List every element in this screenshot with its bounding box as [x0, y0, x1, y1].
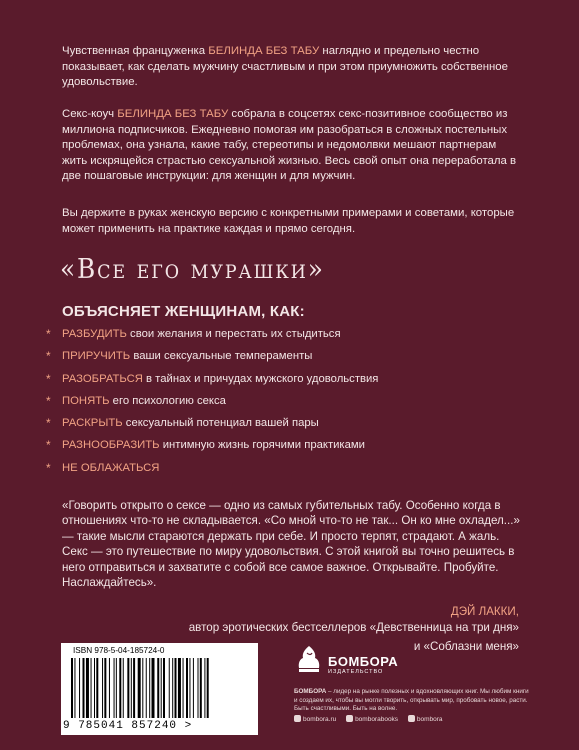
list-item: [46, 461, 516, 483]
quote-author-credit-1: автор эротических бестселлеров «Девственница на три дня»: [188, 621, 519, 634]
isbn-number: ISBN 978-5-04-185724-0: [73, 646, 165, 655]
bullet-text: интимную жизнь горячими практиками: [159, 439, 365, 452]
barcode-bar: [152, 658, 155, 718]
telegram-link[interactable]: bombora: [416, 716, 443, 723]
bullet-keyword: ПРИРУЧИТЬ: [62, 350, 131, 363]
barcode-bar: [200, 658, 202, 718]
intro-paragraph-2: [62, 107, 524, 185]
intro-text: Чувственная француженка: [62, 45, 209, 57]
star-icon: *: [46, 371, 51, 386]
barcode-bar: [149, 658, 150, 718]
barcode-bar: [79, 658, 80, 718]
bullet-keyword: РАЗОБРАТЬСЯ: [62, 372, 143, 385]
isbn-barcode: [61, 643, 258, 735]
list-item: [46, 438, 516, 460]
publisher-desc-brand: БОМБОРА: [294, 688, 327, 695]
barcode-bar: [189, 658, 190, 718]
barcode-bar: [142, 658, 143, 718]
star-icon: *: [46, 327, 51, 341]
bullet-keyword: НЕ ОБЛАЖАТЬСЯ: [62, 461, 160, 474]
website-link[interactable]: bombora.ru: [303, 716, 337, 723]
barcode-bar: [86, 658, 89, 718]
bullet-text: сексуальный потенциал вашей пары: [122, 417, 319, 430]
barcode-bar: [169, 658, 170, 718]
star-icon: *: [46, 349, 51, 364]
barcode-bar: [175, 658, 177, 718]
barcode-bar: [163, 658, 165, 718]
barcode-bar: [102, 658, 103, 718]
star-icon: *: [46, 416, 51, 431]
review-quote: [62, 498, 522, 590]
bombora-logo-icon: [294, 644, 324, 674]
quote-paragraph-2: Секс — это путешествие по миру удовольствия. С этой книгой вы точно решитесь в него отправиться и захватите с собой все самое важное. Открывайте. Пробуйте. Наслаждайтесь».: [62, 545, 515, 590]
star-icon: *: [46, 393, 51, 408]
barcode-bar: [119, 658, 121, 718]
book-title: «Все его мурашки»: [60, 254, 325, 285]
barcode-bar: [94, 658, 95, 718]
intro-text: Секс-коуч: [62, 108, 118, 120]
vk-link[interactable]: bomborabooks: [355, 716, 399, 723]
barcode-bar: [178, 658, 181, 718]
barcode-bar: [114, 658, 115, 718]
list-item: [46, 327, 516, 349]
barcode-bar: [161, 658, 162, 718]
author-name: БЕЛИНДА БЕЗ ТАБУ: [208, 45, 320, 57]
publisher-desc-text: – лидер на рынке полезных и вдохновляющих книг. Мы любим книги и создаем их, чтобы вы могли творить, открывать мир, пробовать новое, расти. Быть счастливыми. Быть на волне.: [294, 688, 529, 712]
barcode-bar: [207, 658, 209, 718]
barcode-bar: [172, 658, 173, 718]
publisher-subtitle: ИЗДАТЕЛЬСТВО: [328, 669, 384, 675]
barcode-bar: [123, 658, 124, 718]
publisher-links: [294, 715, 443, 723]
list-item: [46, 394, 516, 416]
barcode-bar: [131, 658, 132, 718]
barcode-bar: [96, 658, 98, 718]
star-icon: *: [46, 460, 51, 475]
list-item: [46, 372, 516, 394]
barcode-bar: [127, 658, 129, 718]
intro-text: собрала в соцсетях секс-позитивное сообщество из миллиона подписчиков. Ежедневно помогая им разобраться в сложных постельных проблемах, она узнала, какие табу, стереотипы и недомолвки мешают партнерам жить искрящейся страстью сексуальной жизнью. Весь свой опыт она переработала в две пошаговые инструкции: для женщин и для мужчин.: [62, 108, 517, 183]
intro-text: наглядно и предельно честно показывает, как сделать мужчину счастливым и при этом приумножить собственное удовольствие.: [62, 45, 508, 89]
barcode-bar: [83, 658, 85, 718]
star-icon: *: [46, 438, 51, 453]
bullet-keyword: РАЗНООБРАЗИТЬ: [62, 439, 160, 452]
bullet-text: ваши сексуальные темпераменты: [130, 350, 313, 363]
web-icon: [294, 715, 301, 722]
barcode-bars: [71, 658, 249, 718]
barcode-bar: [91, 658, 92, 718]
bullet-text: в тайнах и причудах мужского удовольствия: [142, 372, 379, 385]
bullet-keyword: ПОНЯТЬ: [62, 394, 110, 407]
bullet-keyword: РАСКРЫТЬ: [62, 417, 123, 430]
intro-paragraph-3: Вы держите в руках женскую версию с конкретными примерами и советами, которые может применить на практике каждая и прямо сегодня.: [62, 207, 515, 235]
barcode-bar: [109, 658, 110, 718]
barcode-bar: [116, 658, 117, 718]
barcode-bar: [104, 658, 106, 718]
barcode-bar: [133, 658, 135, 718]
bullet-text: его психологию секса: [109, 394, 226, 407]
barcode-bar: [198, 658, 199, 718]
barcode-bar: [74, 658, 75, 718]
bullets-heading: ОБЪЯСНЯЕТ ЖЕНЩИНАМ, КАК:: [62, 303, 305, 320]
intro-paragraph-1: [62, 44, 524, 91]
barcode-bar: [146, 658, 147, 718]
barcode-bar: [193, 658, 194, 718]
list-item: [46, 416, 516, 438]
barcode-bar: [204, 658, 205, 718]
vk-icon: [346, 715, 353, 722]
publisher-description: [294, 688, 529, 714]
publisher-name: БОМБОРА: [328, 654, 399, 669]
bullet-keyword: РАЗБУДИТЬ: [62, 328, 127, 340]
barcode-digits: 9 785041 857240 >: [63, 720, 193, 732]
benefits-list: [46, 327, 516, 483]
telegram-icon: [408, 715, 415, 722]
quote-author: ДЭЙ ЛАККИ,: [450, 605, 519, 618]
bullet-text: свои желания и перестать их стыдиться: [126, 328, 341, 340]
quote-paragraph-1: «Говорить открыто о сексе — одно из самых губительных табу. Особенно когда в отношениях что-то не складывается. «Со мной что-то не так... Он ко мне охладел...» — такие мысли стараются держать при себе. И просто терпят, страдают. А жаль.: [62, 499, 520, 543]
barcode-bar: [71, 658, 73, 718]
barcode-bar: [183, 658, 184, 718]
barcode-bar: [186, 658, 188, 718]
barcode-bar: [138, 658, 141, 718]
barcode-bar: [157, 658, 159, 718]
list-item: [46, 349, 516, 371]
quote-author-credit-2: и «Соблазни меня»: [413, 640, 519, 653]
author-name: БЕЛИНДА БЕЗ ТАБУ: [117, 108, 229, 120]
